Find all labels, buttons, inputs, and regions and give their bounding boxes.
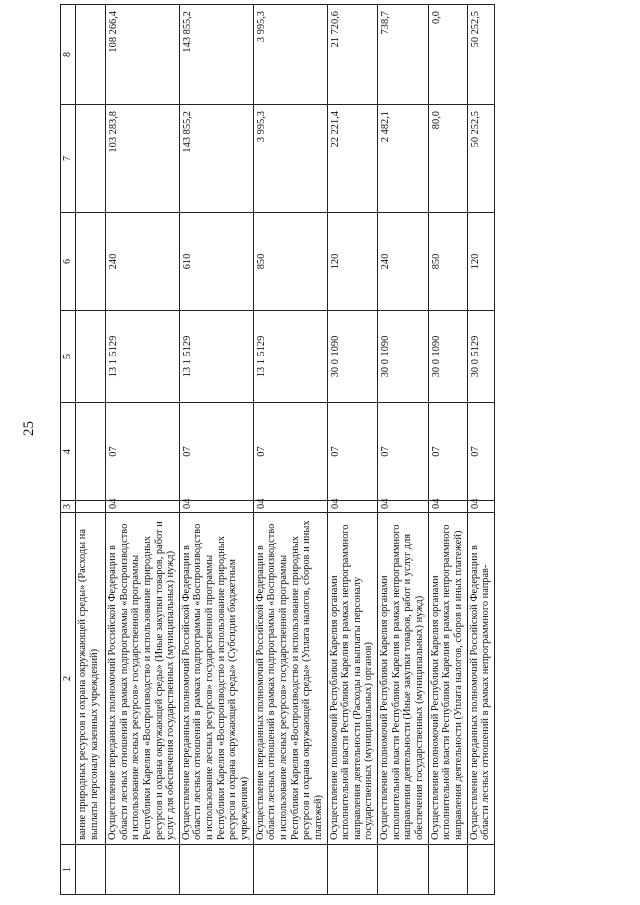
cell-amount-col-7: 143 855,2 [179,105,253,213]
cell-expense-type: 120 [467,213,494,311]
cell-col-8 [76,5,106,105]
header-col-8: 8 [61,5,76,105]
cell-name: вание природных ресурсов и охрана окружающей среды» (Расходы на выплаты персоналу казенных учреждений) [76,513,106,845]
cell-target-article: 13 1 5129 [253,311,327,403]
cell-name: Осуществление полномочий Республики Карелия органами исполнительной власти Республики Карелия в рамках непрограммного направления деятельности (Расходы на выплаты персоналу государственных (муниципальных) органов) [327,513,378,845]
cell-col-1 [327,845,378,895]
cell-name: Осуществление переданных полномочий Российской Федерации в области лесных отношений в рамках подпрограммы «Воспроизводство и использование лесных ресурсов» государственной программы Республики Карелия «Воспроизводство и использование природных ресурсов и охрана окружающей среды» (Субсидии бюджетным учреждениям) [179,513,253,845]
cell-amount-col-7: 50 252,5 [467,105,494,213]
cell-expense-type: 120 [327,213,378,311]
cell-section: 04 [428,501,467,513]
table-row [467,5,494,895]
cell-section: 04 [106,501,180,513]
cell-expense-type: 850 [428,213,467,311]
cell-expense-type: 240 [106,213,180,311]
table-row [378,5,429,895]
cell-amount-col-8: 108 266,4 [106,5,180,105]
cell-amount-col-7: 80,0 [428,105,467,213]
cell-col-1 [76,845,106,895]
cell-subsection: 07 [327,403,378,501]
cell-amount-col-8: 0,0 [428,5,467,105]
cell-section: 04 [378,501,429,513]
cell-section: 04 [327,501,378,513]
cell-col-1 [378,845,429,895]
table-row [428,5,467,895]
cell-target-article: 30 0 1090 [327,311,378,403]
cell-target-article: 30 0 1090 [428,311,467,403]
cell-name: Осуществление полномочий Республики Карелия органами исполнительной власти Республики Карелия в рамках непрограммного направления деятельности (Иные закупки товаров, работ и услуг для обеспечения государственных (муниципальных) нужд) [378,513,429,845]
cell-col-7 [76,105,106,213]
cell-name: Осуществление переданных полномочий Российской Федерации в области лесных отношений в рамках подпрограммы «Воспроизводство и использование лесных ресурсов» государственной программы Республики Карелия «Воспроизводство и использование природных ресурсов и охрана окружающей среды» (Иные закупки товаров, работ и услуг для обеспечения государственных (муниципальных) нужд) [106,513,180,845]
table-header-row [61,5,76,895]
cell-col-1 [253,845,327,895]
cell-expense-type: 610 [179,213,253,311]
cell-amount-col-8: 21 720,6 [327,5,378,105]
cell-amount-col-7: 2 482,1 [378,105,429,213]
cell-col-4 [76,403,106,501]
header-col-6: 6 [61,213,76,311]
cell-expense-type: 240 [378,213,429,311]
cell-subsection: 07 [378,403,429,501]
cell-target-article: 13 1 5129 [106,311,180,403]
cell-amount-col-8: 50 252,5 [467,5,494,105]
cell-col-1 [106,845,180,895]
budget-table-sheet [60,5,625,895]
page-number: 25 [21,421,37,436]
cell-amount-col-7: 22 221,4 [327,105,378,213]
cell-section: 04 [467,501,494,513]
table-row [179,5,253,895]
cell-col-5 [76,311,106,403]
budget-table [60,4,495,895]
header-col-5: 5 [61,311,76,403]
cell-name: Осуществление переданных полномочий Российской Федерации в области лесных отношений в рамках подпрограммы «Воспроизводство и использование лесных ресурсов» государственной программы Республики Карелия «Воспроизводство и использование природных ресурсов и охрана окружающей среды» (Уплата налогов, сборов и иных платежей) [253,513,327,845]
cell-amount-col-8: 143 855,2 [179,5,253,105]
cell-col-3 [76,501,106,513]
cell-target-article: 30 0 5129 [467,311,494,403]
cell-amount-col-8: 738,7 [378,5,429,105]
cell-amount-col-8: 3 995,3 [253,5,327,105]
cell-col-1 [428,845,467,895]
cell-name: Осуществление переданных полномочий Российской Федерации в области лесных отношений в рамках непрограммного направ- [467,513,494,845]
cell-col-6 [76,213,106,311]
cell-subsection: 07 [179,403,253,501]
cell-name: Осуществление полномочий Республики Карелия органами исполнительной власти Республики Карелия в рамках непрограммного направления деятельности (Уплата налогов, сборов и иных платежей) [428,513,467,845]
cell-section: 04 [179,501,253,513]
cell-section: 04 [253,501,327,513]
cell-col-1 [179,845,253,895]
cell-subsection: 07 [428,403,467,501]
cell-amount-col-7: 3 995,3 [253,105,327,213]
cell-amount-col-7: 103 283,8 [106,105,180,213]
cell-subsection: 07 [253,403,327,501]
cell-subsection: 07 [467,403,494,501]
header-col-2: 2 [61,513,76,845]
table-row [253,5,327,895]
table-row [106,5,180,895]
cell-col-1 [467,845,494,895]
cell-target-article: 13 1 5129 [179,311,253,403]
table-row-continued [76,5,106,895]
table-row [327,5,378,895]
cell-expense-type: 850 [253,213,327,311]
header-col-1: 1 [61,845,76,895]
cell-target-article: 30 0 1090 [378,311,429,403]
header-col-7: 7 [61,105,76,213]
header-col-3: 3 [61,501,76,513]
cell-subsection: 07 [106,403,180,501]
header-col-4: 4 [61,403,76,501]
